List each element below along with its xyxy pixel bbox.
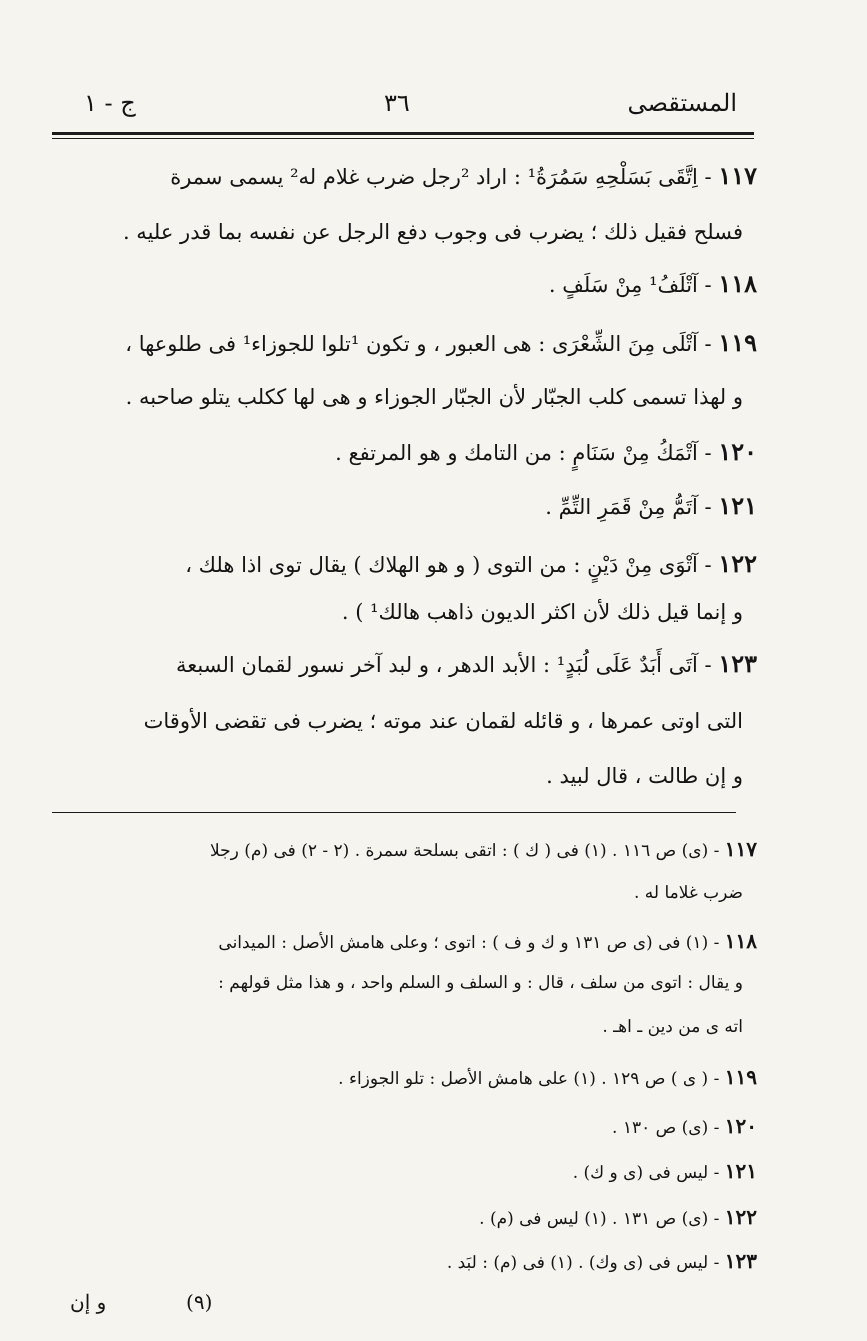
entry-number: ١١٨: [718, 269, 757, 298]
entry-119-line-2: [126, 381, 743, 413]
entry-119-line-1: ١١٩ - آتْلَى مِنَ الشِّعْرَى : هى العبور ، و تكون ¹تلوا للجوزاء¹ فى طلوعها ،: [125, 328, 757, 357]
entry-text: آتْوَى مِنْ دَيْنٍ : من التوى ( و هو الهلاك ) يقال توى اذا هلك ،: [185, 553, 698, 577]
entry-text: و لهذا تسمى كلب الجبّار لأن الجبّار الجوزاء و هى لها ككلب يتلو صاحبه .: [125, 385, 743, 409]
signature-mark: (٩): [186, 1290, 213, 1314]
entry-123-line-2: [144, 705, 743, 737]
header-rule-thin: [52, 138, 754, 139]
entry-120-line-1: ١٢٠ - آتْمَكُ مِنْ سَنَامٍ : من التامك و هو المرتفع .: [335, 437, 757, 466]
entry-text: آتَمُّ مِنْ قَمَرِ التِّمِّ .: [545, 495, 698, 519]
footnote-text: (ى) ص ١٣١ . (١) ليس فى (م) .: [479, 1209, 709, 1229]
footnote-119-line-1: ١١٩ - ( ى ) ص ١٢٩ . (١) على هامش الأصل : تلو الجوزاء .: [338, 1065, 757, 1089]
entry-117-line-1: ١١٧ - اِتَّقَى بَسَلْحِهِ سَمُرَةُ¹ : اراد ²رجل ضرب غلام له² يسمى سمرة: [170, 161, 757, 190]
entry-123-line-3: [546, 760, 743, 792]
entry-117-line-2: [123, 216, 743, 248]
entry-122-line-2: [342, 596, 743, 628]
entry-number: ١٢٢: [718, 549, 757, 578]
entry-121-line-1: ١٢١ - آتَمُّ مِنْ قَمَرِ التِّمِّ .: [545, 491, 757, 520]
footnote-number: ١١٩: [724, 1065, 757, 1089]
footnote-text: اته ى من دين ـ اهـ .: [602, 1017, 743, 1037]
running-title: المستقصى: [627, 89, 737, 117]
footnote-number: ١١٨: [724, 929, 757, 953]
footnote-120-line-1: ١٢٠ - (ى) ص ١٣٠ .: [612, 1114, 757, 1138]
entry-118-line-1: ١١٨ - آتْلَفُ¹ مِنْ سَلَفٍ .: [548, 269, 757, 298]
footnote-118-line-3: [602, 1014, 743, 1040]
entry-text: فسلح فقيل ذلك ؛ يضرب فى وجوب دفع الرجل عن نفسه بما قدر عليه .: [122, 220, 743, 244]
footnote-number: ١٢١: [724, 1159, 757, 1183]
entry-text: آتْمَكُ مِنْ سَنَامٍ : من التامك و هو المرتفع .: [335, 441, 698, 465]
footnote-118-line-2: [218, 970, 743, 996]
footnote-text: (ى) ص ١٣٠ .: [612, 1118, 709, 1138]
volume-label: ج - ١: [84, 89, 136, 117]
entry-text: آتْلَى مِنَ الشِّعْرَى : هى العبور ، و تكون ¹تلوا للجوزاء¹ فى طلوعها ،: [125, 332, 698, 356]
footnote-122-line-1: ١٢٢ - (ى) ص ١٣١ . (١) ليس فى (م) .: [479, 1205, 757, 1229]
entry-number: ١٢٠: [718, 437, 757, 466]
footnote-118-line-1: ١١٨ - (١) فى (ى ص ١٣١ و ك و ف ) : اتوى ؛ وعلى هامش الأصل : الميدانى: [218, 929, 757, 953]
entry-text: و إن طالت ، قال لبيد .: [546, 764, 743, 788]
page-number: ٣٦: [384, 89, 410, 117]
footnote-separator: [52, 812, 736, 813]
footnote-123-line-1: ١٢٣ - ليس فى (ى وك) . (١) فى (م) : لبَد .: [446, 1249, 757, 1273]
footnote-text: ليس فى (ى وك) . (١) فى (م) : لبَد .: [446, 1253, 709, 1273]
entry-number: ١١٧: [718, 161, 757, 190]
footnote-text: (ى) ص ١١٦ . (١) فى ( ك ) : اتقى بسلحة سمرة . (٢ - ٢) فى (م) رجلا: [210, 841, 709, 861]
catchword: و إن: [70, 1290, 107, 1314]
entry-122-line-1: ١٢٢ - آتْوَى مِنْ دَيْنٍ : من التوى ( و هو الهلاك ) يقال توى اذا هلك ،: [185, 549, 757, 578]
header-rule-thick: [52, 132, 754, 135]
footnote-text: ( ى ) ص ١٢٩ . (١) على هامش الأصل : تلو الجوزاء .: [338, 1069, 709, 1089]
entry-text: و إنما قيل ذلك لأن اكثر الديون ذاهب هالك¹ ) .: [341, 600, 743, 624]
entry-number: ١١٩: [718, 328, 757, 357]
footnote-117-line-2: [634, 880, 743, 906]
footnote-number: ١٢٠: [724, 1114, 757, 1138]
entry-text: آتَى أَبَدٌ عَلَى لُبَدٍ¹ : الأبد الدهر ، و لبد آخر نسور لقمان السبعة: [176, 653, 698, 677]
footnote-number: ١٢٢: [724, 1205, 757, 1229]
footnote-text: ليس فى (ى و ك) .: [572, 1163, 709, 1183]
footnote-117-line-1: ١١٧ - (ى) ص ١١٦ . (١) فى ( ك ) : اتقى بسلحة سمرة . (٢ - ٢) فى (م) رجلا: [210, 837, 757, 861]
footnote-text: و يقال : اتوى من سلف ، قال : و السلف و السلم واحد ، و هذا مثل قولهم :: [218, 973, 743, 993]
entry-text: آتْلَفُ¹ مِنْ سَلَفٍ .: [548, 273, 698, 297]
footnote-text: (١) فى (ى ص ١٣١ و ك و ف ) : اتوى ؛ وعلى هامش الأصل : الميدانى: [218, 933, 709, 953]
entry-123-line-1: ١٢٣ - آتَى أَبَدٌ عَلَى لُبَدٍ¹ : الأبد الدهر ، و لبد آخر نسور لقمان السبعة: [176, 649, 757, 678]
entry-number: ١٢١: [718, 491, 757, 520]
footnote-number: ١١٧: [724, 837, 757, 861]
footnote-121-line-1: ١٢١ - ليس فى (ى و ك) .: [572, 1159, 757, 1183]
entry-text: التى اوتى عمرها ، و قائله لقمان عند موته ؛ يضرب فى تقضى الأوقات: [143, 709, 743, 733]
footnote-text: ضرب غلاما له .: [633, 883, 743, 903]
entry-text: اِتَّقَى بَسَلْحِهِ سَمُرَةُ¹ : اراد ²رجل ضرب غلام له² يسمى سمرة: [170, 165, 698, 189]
footnote-number: ١٢٣: [724, 1249, 757, 1273]
entry-number: ١٢٣: [718, 649, 757, 678]
